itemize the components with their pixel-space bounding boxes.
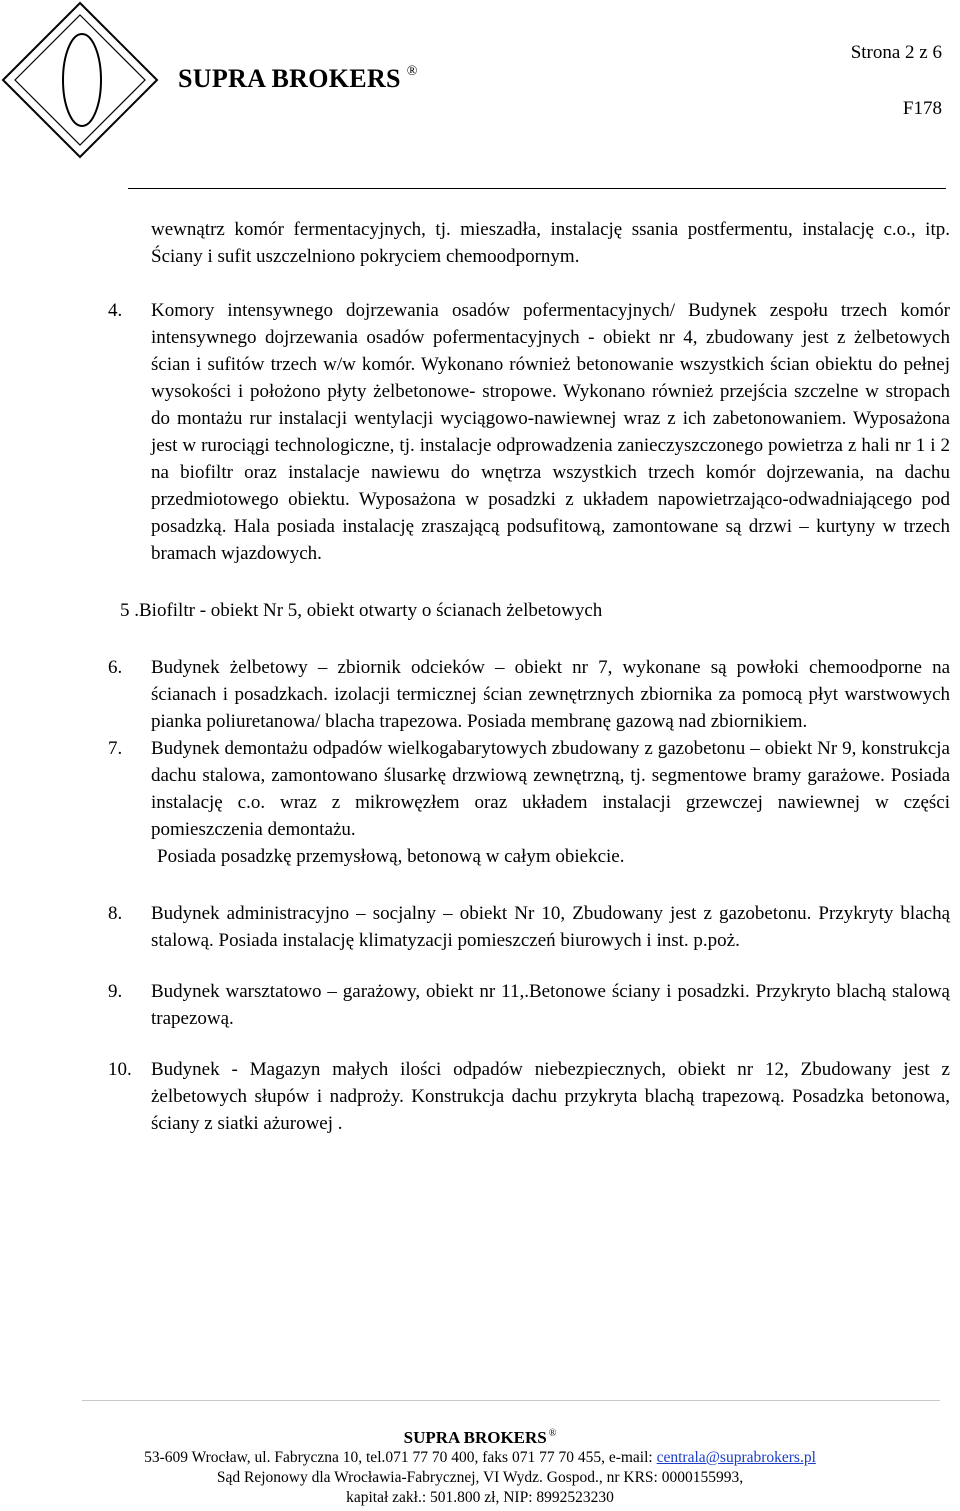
- list-item-7: [108, 735, 950, 870]
- footer: [0, 1424, 960, 1508]
- intro-paragraph: wewnątrz komór fermentacyjnych, tj. mieszadła, instalację ssania postfermentu, instalację c.o., itp. Ściany i sufit uszczelniono pokryciem chemoodpornym.: [151, 219, 950, 267]
- document-body: [108, 216, 950, 1137]
- footer-capital: kapitał zakł.: 501.800 zł, NIP: 8992523230: [346, 1489, 614, 1506]
- list-item-text: Budynek warsztatowo – garażowy, obiekt nr 11,.Betonowe ściany i posadzki. Przykryto blachą stalową trapezową.: [151, 981, 950, 1029]
- list-item-note: Posiada posadzkę przemysłową, betonową w całym obiekcie.: [157, 846, 625, 867]
- list-item-number: 7.: [108, 738, 123, 759]
- header-brand: SUPRA BROKERS ®: [178, 64, 418, 93]
- diamond-logo-icon: [0, 0, 160, 160]
- list-item-number: 8.: [108, 903, 123, 924]
- page-number: Strona 2 z 6: [850, 42, 942, 63]
- list-item-text: Budynek administracyjno – socjalny – obiekt Nr 10, Zbudowany jest z gazobetonu. Przykryty blachą stalową. Posiada instalację klimatyzacji pomieszczeń biurowych i inst. p.poż.: [151, 903, 950, 951]
- list-item-text: Budynek demontażu odpadów wielkogabarytowych zbudowany z gazobetonu – obiekt Nr 9, konstrukcja dachu stalowa, zamontowano ślusarkę drzwiową zewnętrzną, tj. segmentowe bramy garażowe. Posiada instalację c.o. wraz z mikrowęzłem oraz układem instalacji grzewczej nawiewnej w części pomieszczenia demontażu.: [151, 738, 950, 840]
- form-code: F178: [902, 98, 942, 119]
- list-item-10: [108, 1056, 950, 1137]
- list-item-number: 10.: [108, 1059, 132, 1080]
- list-item-4: [108, 297, 950, 567]
- list-item-9: [108, 978, 950, 1032]
- list-item-text: Budynek - Magazyn małych ilości odpadów niebezpiecznych, obiekt nr 12, Zbudowany jest z żelbetowych słupów i nadproży. Konstrukcja dachu przykryta blachą trapezową. Posadzka betonowa, ściany z siatki ażurowej .: [151, 1059, 950, 1134]
- email-link[interactable]: centrala@suprabrokers.pl: [656, 1449, 816, 1466]
- footer-address: 53-609 Wrocław, ul. Fabryczna 10, tel.071 77 70 400, faks 071 77 70 455, e-mail: centrala@suprabrokers.pl: [144, 1449, 816, 1466]
- list-item-number: 6.: [108, 657, 123, 678]
- list-item-6: [108, 654, 950, 735]
- list-item-text: Budynek żelbetowy – zbiornik odcieków – obiekt nr 7, wykonane są powłoki chemoodporne na ścianach i posadzkach. izolacji termicznej ścian zewnętrznych zbiornika za pomocą płyt warstwowych pianka poliuretanowa/ blacha trapezowa. Posiada membranę gazową nad zbiornikiem.: [151, 657, 950, 732]
- header-divider: [128, 188, 946, 189]
- list-item-number: 4.: [108, 300, 123, 321]
- list-item-number: 9.: [108, 981, 123, 1002]
- list-item-5: 5 .Biofiltr - obiekt Nr 5, obiekt otwarty o ścianach żelbetowych: [120, 600, 603, 621]
- footer-brand: SUPRA BROKERS ®: [403, 1428, 557, 1447]
- footer-divider: [82, 1400, 940, 1401]
- list-item-text: Komory intensywnego dojrzewania osadów pofermentacyjnych/ Budynek zespołu trzech komór intensywnego dojrzewania osadów pofermentacyjnych - obiekt nr 4, zbudowany jest z żelbetowych ścian i sufitów trzech w/w komór. Wykonano również betonowanie wszystkich ścian obiektu do pełnej wysokości i położono płyty żelbetonowe- stropowe. Wykonano również przejścia szczelne w stropach do montażu rur instalacji wentylacji wyciągowo-nawiewnej wraz z ich zabetonowaniem. Wyposażona jest w rurociągi technologiczne, tj. instalacje odprowadzenia zanieczyszczonego powietrza z hali nr 1 i 2 na biofiltr oraz instalacje nawiewu do wnętrza wszystkich trzech komór dojrzewania, na dachu przedmiotowego obiektu. Wyposażona w posadzki z układem napowietrzająco-odwadniającego pod posadzką. Hala posiada instalację zraszającą podsufitową, zamontowane są drzwi – kurtyny w trzech bramach wjazdowych.: [151, 300, 950, 564]
- footer-court: Sąd Rejonowy dla Wrocławia-Fabrycznej, VI Wydz. Gospod., nr KRS: 0000155993,: [216, 1469, 744, 1486]
- list-item-8: [108, 900, 950, 954]
